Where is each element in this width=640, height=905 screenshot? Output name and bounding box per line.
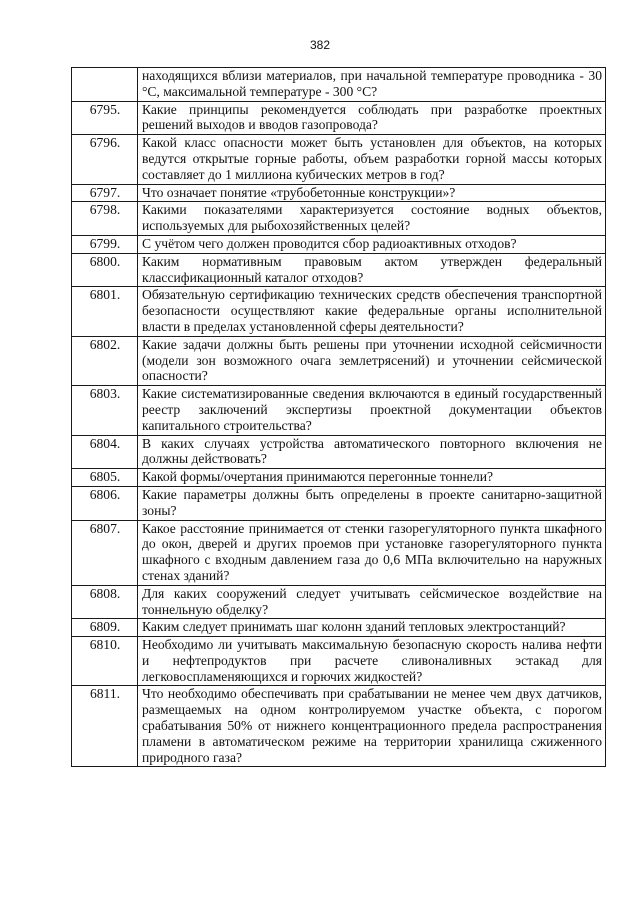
question-number: 6798. (72, 202, 138, 236)
question-number: 6806. (72, 486, 138, 520)
question-text: Какой формы/очертания принимаются перегонные тоннели? (138, 469, 606, 487)
question-number: 6796. (72, 135, 138, 184)
question-number: 6802. (72, 336, 138, 385)
question-number: 6795. (72, 101, 138, 135)
question-text: Какое расстояние принимается от стенки газорегуляторного пункта шкафного до окон, дверей и других проемов при установке газорегуляторного пункта шкафного с входным давлением газа до 0,6 МПа включительно на наружных стенах зданий? (138, 520, 606, 585)
question-number (72, 68, 138, 102)
question-number: 6810. (72, 637, 138, 686)
question-text: Какой класс опасности может быть установлен для объектов, на которых ведутся открытые горные работы, объем разработки горной массы которых составляет до 1 миллиона кубических метров в год? (138, 135, 606, 184)
table-row (72, 469, 606, 487)
table-row (72, 619, 606, 637)
question-text: Какие задачи должны быть решены при уточнении исходной сейсмичности (модели зон возможного очага землетрясений) и уточнении сейсмической опасности? (138, 336, 606, 385)
table-row (72, 686, 606, 767)
question-text: Обязательную сертификацию технических средств обеспечения транспортной безопасности осуществляют какие федеральные органы исполнительной власти в пределах установленной сферы деятельности? (138, 287, 606, 336)
question-number: 6804. (72, 435, 138, 469)
table-row (72, 386, 606, 435)
question-number: 6803. (72, 386, 138, 435)
table-row (72, 68, 606, 102)
page-number: 382 (309, 38, 331, 52)
question-text: Какими показателями характеризуется состояние водных объектов, используемых для рыбохозяйственных целей? (138, 202, 606, 236)
question-number: 6809. (72, 619, 138, 637)
table-row (72, 336, 606, 385)
table-row (72, 287, 606, 336)
question-number: 6800. (72, 253, 138, 287)
table-row (72, 520, 606, 585)
question-text: Каким нормативным правовым актом утвержден федеральный классификационный каталог отходов? (138, 253, 606, 287)
question-text: Что необходимо обеспечивать при срабатывании не менее чем двух датчиков, размещаемых на одном контролируемом участке объекта, с порогом срабатывания 50% от нижнего концентрационного предела распространения пламени в автоматическом режиме на территории хранилища сжиженного природного газа? (138, 686, 606, 767)
table-row (72, 253, 606, 287)
question-text: находящихся вблизи материалов, при начальной температуре проводника - 30 °С, максимальной температуре - 300 °С? (138, 68, 606, 102)
table-row (72, 135, 606, 184)
question-number: 6799. (72, 235, 138, 253)
table-row (72, 101, 606, 135)
question-number: 6805. (72, 469, 138, 487)
table-row (72, 585, 606, 619)
question-number: 6811. (72, 686, 138, 767)
question-text: Каким следует принимать шаг колонн зданий тепловых электростанций? (138, 619, 606, 637)
question-text: В каких случаях устройства автоматического повторного включения не должны действовать? (138, 435, 606, 469)
question-text: С учётом чего должен проводится сбор радиоактивных отходов? (138, 235, 606, 253)
question-number: 6801. (72, 287, 138, 336)
question-number: 6807. (72, 520, 138, 585)
question-text: Необходимо ли учитывать максимальную безопасную скорость налива нефти и нефтепродуктов при расчете сливоналивных эстакад для легковоспламеняющихся и горючих жидкостей? (138, 637, 606, 686)
table-row (72, 184, 606, 202)
question-text: Что означает понятие «трубобетонные конструкции»? (138, 184, 606, 202)
questions-table (71, 67, 606, 767)
table-row (72, 486, 606, 520)
questions-table-body (72, 68, 606, 767)
question-text: Какие систематизированные сведения включаются в единый государственный реестр заключений экспертизы проектной документации объектов капитального строительства? (138, 386, 606, 435)
question-text: Для каких сооружений следует учитывать сейсмическое воздействие на тоннельную обделку? (138, 585, 606, 619)
question-text: Какие принципы рекомендуется соблюдать при разработке проектных решений выходов и вводов газопровода? (138, 101, 606, 135)
table-row (72, 202, 606, 236)
question-number: 6797. (72, 184, 138, 202)
question-text: Какие параметры должны быть определены в проекте санитарно-защитной зоны? (138, 486, 606, 520)
table-row (72, 435, 606, 469)
question-number: 6808. (72, 585, 138, 619)
table-row (72, 637, 606, 686)
table-row (72, 235, 606, 253)
